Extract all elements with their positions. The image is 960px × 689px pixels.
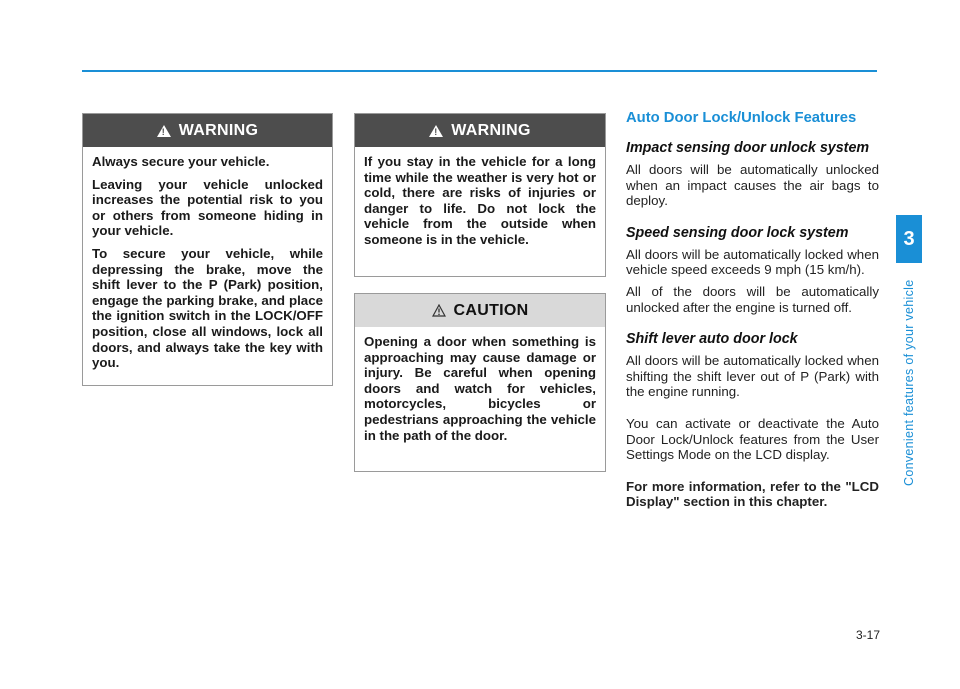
warning-paragraph: If you stay in the vehicle for a long time while the weather is very hot or cold, there are risks of injuries or danger to life. Do not lock the vehicle from the outside when someone is in the vehicle. — [364, 154, 596, 247]
warning-triangle-icon — [157, 125, 171, 137]
warning-header — [355, 114, 605, 147]
caution-triangle-icon — [432, 304, 446, 317]
speed-unlock-text: All of the doors will be automatically unlocked after the engine is turned off. — [626, 283, 879, 315]
shift-lever-text: All doors will be automatically locked when shifting the shift lever out of P (Park) with the engine running. — [626, 353, 879, 400]
warning-body — [355, 147, 605, 258]
warning-header — [83, 114, 332, 147]
warning-triangle-icon — [429, 125, 443, 137]
page-number: 3-17 — [855, 628, 880, 642]
caution-body — [355, 327, 605, 453]
speed-sensing-heading: Speed sensing door lock system — [626, 224, 849, 241]
impact-sensing-text: All doors will be automatically unlocked when an impact causes the air bags to deploy. — [626, 162, 879, 209]
user-settings-text: You can activate or deactivate the Auto Door Lock/Unlock features from the User Settings Mode on the LCD display. — [626, 415, 879, 463]
caution-heading: CAUTION — [453, 301, 529, 319]
warning-paragraph: Always secure your vehicle. — [92, 154, 270, 169]
warning-paragraph: Leaving your vehicle unlocked increases the potential risk to you or others from someone hiding in your vehicle. — [92, 176, 323, 239]
warning-box-vehicle-security — [82, 113, 333, 386]
header-rule — [82, 70, 877, 72]
warning-heading: WARNING — [178, 121, 259, 139]
chapter-number-tab: 3 — [896, 215, 922, 263]
caution-box-opening-door — [354, 293, 606, 472]
impact-sensing-heading: Impact sensing door unlock system — [626, 140, 870, 156]
more-info-text: For more information, refer to the "LCD Display" section in this chapter. — [626, 478, 879, 510]
caution-paragraph: Opening a door when something is approaching may cause damage or injury. Be careful when opening doors and watch for vehicles, motorcycles, bicycles or pedestrians approaching the vehicle in the path of the door. — [364, 334, 596, 443]
warning-paragraph: To secure your vehicle, while depressing the brake, move the shift lever to the P (Park) position, engage the parking brake, and place the ignition switch in the LOCK/OFF position, close all windows, lock all doors, and always take the key with you. — [92, 245, 323, 371]
speed-sensing-text: All doors will be automatically locked when vehicle speed exceeds 9 mph (15 km/h). — [626, 246, 879, 278]
shift-lever-heading: Shift lever auto door lock — [626, 331, 798, 348]
warning-body — [83, 147, 332, 381]
section-title: Auto Door Lock/Unlock Features — [626, 110, 857, 126]
caution-header — [355, 294, 605, 327]
warning-box-hot-cold-weather — [354, 113, 606, 277]
warning-heading: WARNING — [451, 121, 531, 139]
auto-door-lock-section — [626, 110, 879, 516]
chapter-title: Convenient features of your vehicle — [902, 279, 916, 487]
